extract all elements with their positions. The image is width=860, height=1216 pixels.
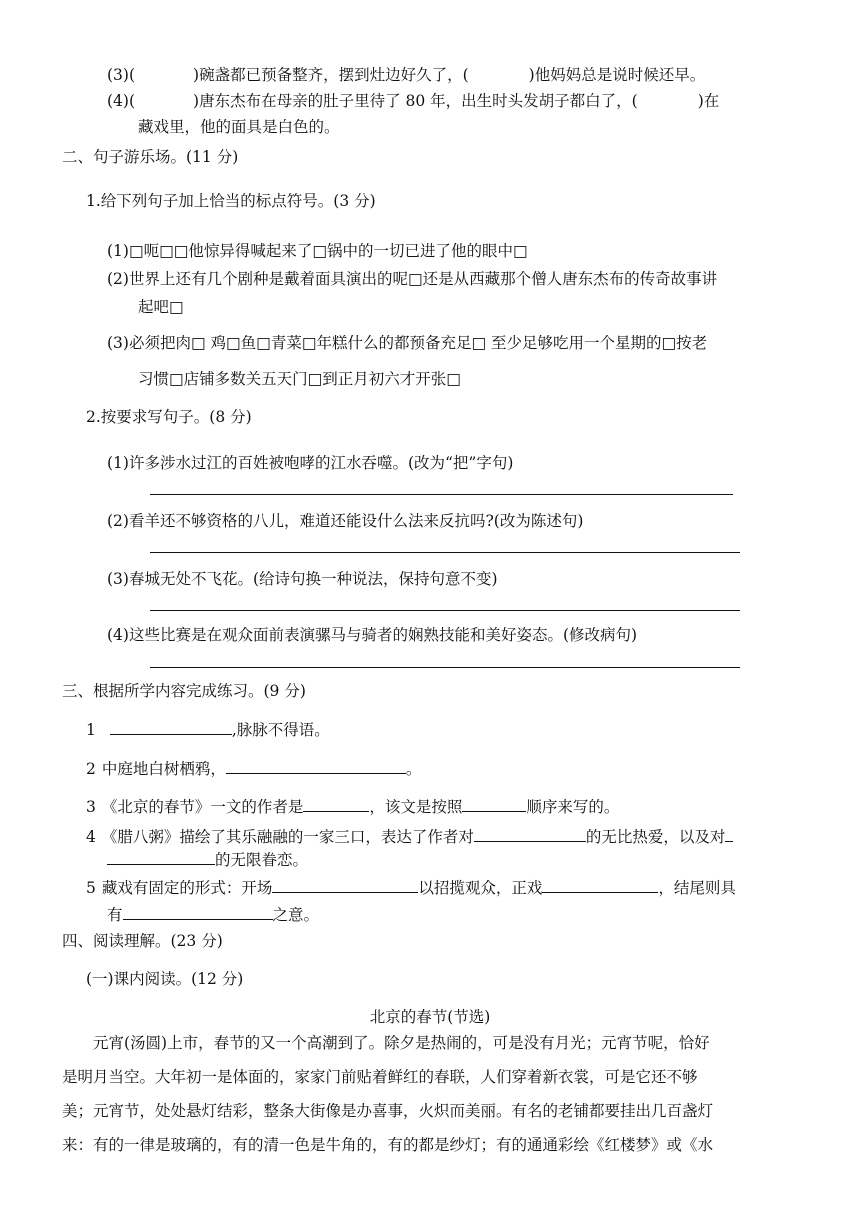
answer-line[interactable]: [150, 667, 740, 668]
answer-blank[interactable]: [272, 876, 418, 893]
passage-title: 北京的春节(节选): [369, 1008, 491, 1026]
answer-line[interactable]: [150, 552, 740, 553]
passage-line: 来：有的一律是玻璃的，有的清一色是牛角的，有的都是纱灯；有的通通彩绘《红楼梦》或《水: [62, 1136, 714, 1154]
punct-item-2[interactable]: (2)世界上还有几个剧种是戴着面具演出的呢□还是从西藏那个僧人唐东杰布的传奇故事讲: [107, 270, 718, 288]
passage-line: 元宵(汤圆)上市，春节的又一个高潮到了。除夕是热闹的，可是没有月光；元宵节呢，恰好: [93, 1034, 710, 1052]
punct-item-3[interactable]: (3)必须把肉□ 鸡□鱼□青菜□年糕什么的都预备充足□ 至少足够吃用一个星期的□按老: [107, 334, 708, 352]
answer-blank[interactable]: [725, 825, 733, 842]
recall-item-4-cont: 的无限眷恋。: [107, 848, 308, 871]
answer-blank[interactable]: [474, 825, 586, 842]
recall-item-1: 1 ,脉脉不得语。: [86, 718, 330, 741]
answer-blank[interactable]: [110, 718, 232, 735]
passage-line: 是明月当空。大年初一是体面的，家家门前贴着鲜红的春联，人们穿着新衣裳，可是它还不够: [62, 1068, 698, 1086]
rewrite-item-4: (4)这些比赛是在观众面前表演骡马与骑者的娴熟技能和美好姿态。(修改病句): [107, 626, 638, 644]
punct-item-3-cont[interactable]: 习惯□店铺多数关五天门□到正月初六才开张□: [138, 370, 461, 388]
answer-blank[interactable]: [123, 903, 273, 920]
q1-heading: 1.给下列句子加上恰当的标点符号。(3 分): [86, 192, 376, 210]
item-number: (4): [107, 92, 129, 110]
punct-item-2-cont[interactable]: 起吧□: [138, 298, 184, 316]
fill-item-3: (3)( )碗盏都已预备整齐，摆到灶边好久了，( )他妈妈总是说时候还早。: [107, 66, 706, 84]
recall-item-5: 5 藏戏有固定的形式：开场 以招揽观众，正戏 ，结尾则具: [86, 876, 736, 899]
answer-line[interactable]: [150, 610, 740, 611]
rewrite-item-2: (2)看羊还不够资格的八儿，难道还能设什么法来反抗吗?(改为陈述句): [107, 512, 584, 530]
item-number: (3): [107, 66, 129, 84]
section-4-heading: 四、阅读理解。(23 分): [62, 932, 223, 950]
q2-heading: 2.按要求写句子。(8 分): [86, 408, 252, 426]
recall-item-2: 2 中庭地白树栖鸦， 。: [86, 757, 421, 780]
section-3-heading: 三、根据所学内容完成练习。(9 分): [62, 682, 306, 700]
recall-item-3: 3 《北京的春节》一文的作者是 ，该文是按照 顺序来写的。: [86, 795, 619, 818]
answer-blank[interactable]: [542, 876, 658, 893]
rewrite-item-1: (1)许多涉水过江的百姓被咆哮的江水吞噬。(改为“把”字句): [107, 454, 514, 472]
recall-item-4: 4 《腊八粥》描绘了其乐融融的一家三口，表达了作者对 的无比热爱，以及对: [86, 825, 733, 848]
reading-sub-heading: (一)课内阅读。(12 分): [86, 970, 244, 988]
answer-blank[interactable]: [303, 795, 369, 812]
rewrite-item-3: (3)春城无处不飞花。(给诗句换一种说法，保持句意不变): [107, 570, 498, 588]
fill-item-4-cont: 藏戏里，他的面具是白色的。: [138, 118, 340, 136]
answer-line[interactable]: [150, 494, 733, 495]
section-2-heading: 二、句子游乐场。(11 分): [62, 148, 239, 166]
answer-blank[interactable]: [226, 757, 406, 774]
passage-line: 美；元宵节，处处悬灯结彩，整条大街像是办喜事，火炽而美丽。有名的老铺都要挂出几百盏灯: [62, 1102, 714, 1120]
fill-item-4: (4)( )唐东杰布在母亲的肚子里待了 80 年，出生时头发胡子都白了，( )在: [107, 92, 720, 110]
punct-item-1[interactable]: (1)□呃□□他惊异得喊起来了□锅中的一切已进了他的眼中□: [107, 242, 528, 260]
answer-blank[interactable]: [107, 848, 215, 865]
recall-item-5-cont: 有 之意。: [107, 903, 319, 926]
answer-blank[interactable]: [462, 795, 526, 812]
